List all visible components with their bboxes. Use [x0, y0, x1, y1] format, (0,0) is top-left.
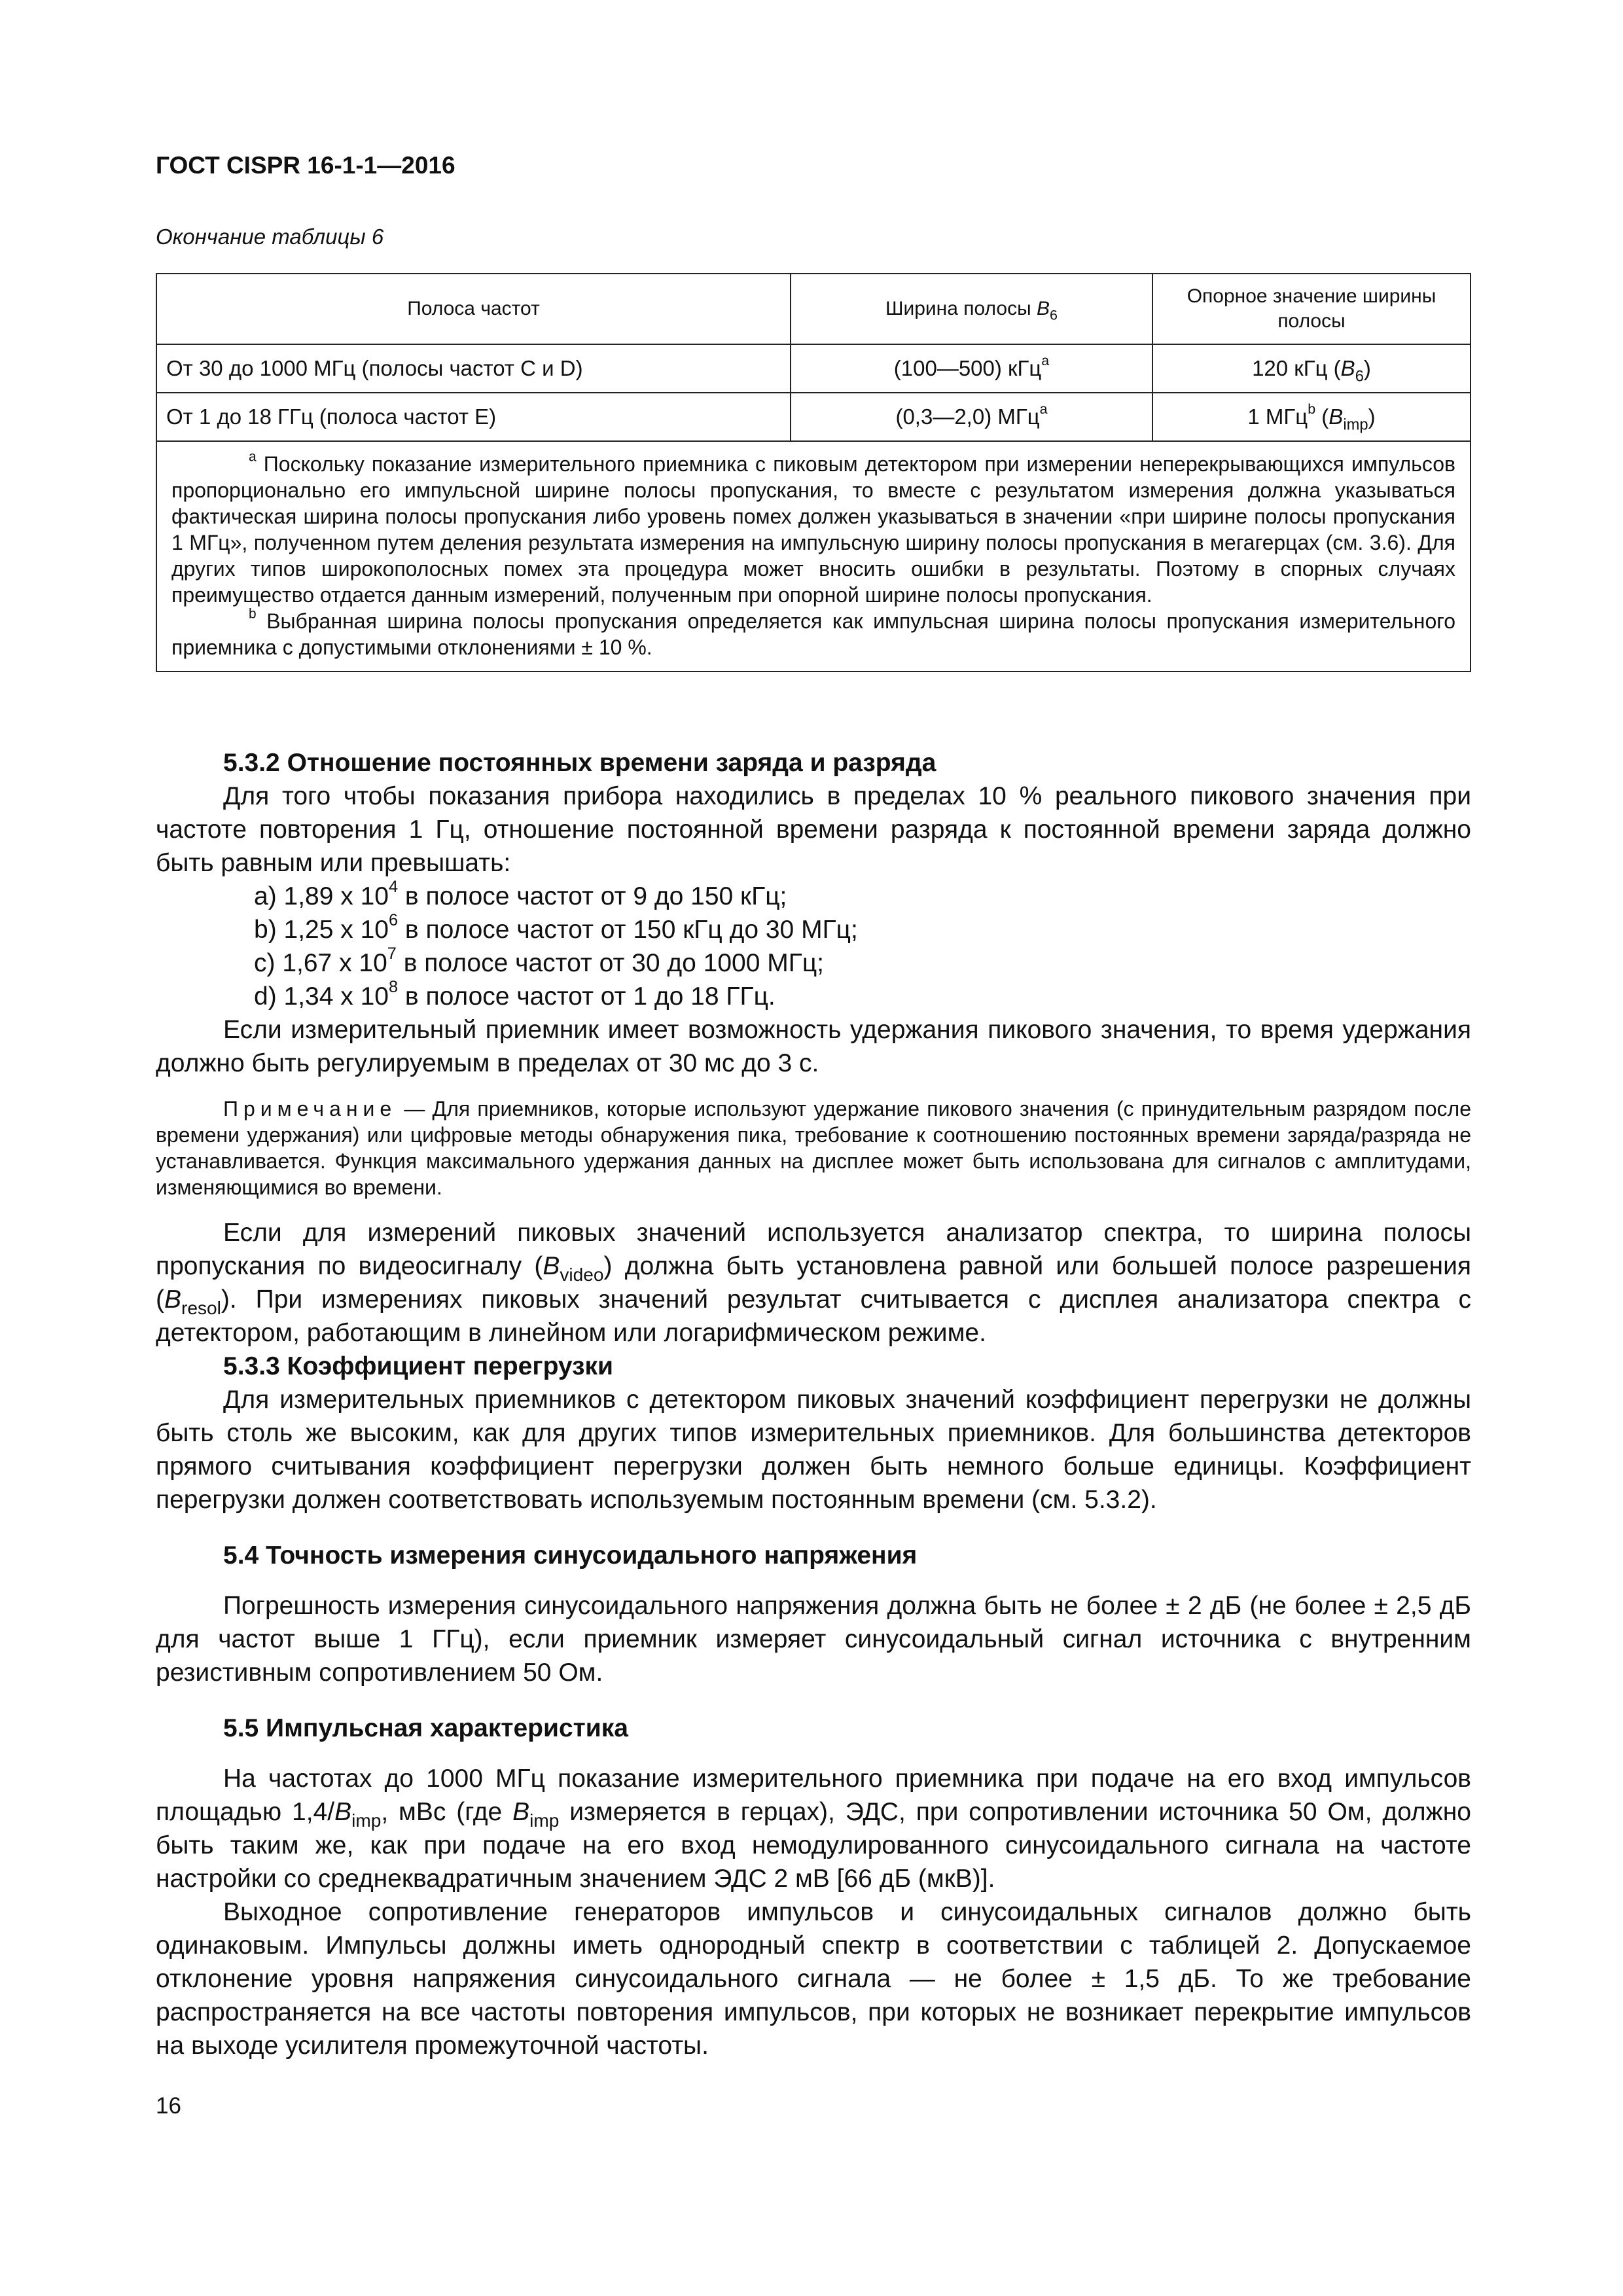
note: Примечание — Для приемников, которые используют удержание пикового значения (с принудительным разрядом после времени удержания) или цифровые методы обнаружения пика, требование к соотношению постоянных времени заряда/разряда не устанавливается. Функция максимального удержания данных на дисплее может быть использована для сигналов с амплитудами, изменяющимися во времени.	[156, 1097, 1471, 1199]
footnote-b: $^b$ Выбранная ширина полосы пропускания определяется как импульсная ширина полосы пропускания измерительного приемника с допустимыми отклонениями ± 10 %.	[171, 606, 1455, 659]
cell-reference: 120 кГц $(B_6)$	[1152, 344, 1471, 393]
paragraph: Выходное сопротивление генераторов импульсов и синусоидальных сигналов должно быть одинаковым. Импульсы должны иметь однородный спектр в соответствии с таблицей 2. Допускаемое отклонение уровня напряжения синусоидального сигнала — не более ± 1,5 дБ. То же требование распространяется на все частоты повторения импульсов, при которых не возникает перекрытие импульсов на выходе усилителя промежуточной частоты.	[156, 1898, 1471, 2060]
body-text	[156, 746, 1471, 2062]
paragraph: Для измерительных приемников с детектором пиковых значений коэффициент перегрузки не должны быть столь же высоким, как для других типов измерительных приемников. Для большинства детекторов прямого считывания коэффициент перегрузки должен быть немного больше единицы. Коэффициент перегрузки должен соответствовать используемым постоянным времени (см. 5.3.2).	[156, 1386, 1471, 1514]
footnote-a: $^a$ Поскольку показание измерительного приемника с пиковым детектором при измерении неперекрывающихся импульсов пропорционально его импульсной ширине полосы пропускания, то вместе с результатом измерения должна указываться фактическая ширина полосы пропускания либо уровень помех должен указываться в значении «при ширине полосы пропускания 1 МГц», полученном путем деления результата измерения на импульсную ширину полосы пропускания в мегагерцах (см. 3.6). Для других типов широкополосных помех эта процедура может вносить ошибки в результаты. Поэтому в спорных случаях преимущество отдается данным измерений, полученным при опорной ширине полосы пропускания.	[171, 449, 1455, 607]
header-width: Ширина полосы $B_6$	[791, 274, 1152, 344]
cell-width: (100—500) кГц$^a$	[791, 344, 1152, 393]
section-5-4-title: 5.4 Точность измерения синусоидального напряжения	[223, 1541, 918, 1570]
section-5-3-3-title: 5.3.3 Коэффициент перегрузки	[223, 1352, 613, 1380]
table-row	[156, 393, 1471, 441]
cell-band: От 1 до 18 ГГц (полоса частот Е)	[156, 393, 791, 441]
section-5-5-title: 5.5 Импульсная характеристика	[223, 1714, 628, 1742]
list-item: b) 1,25 x $10^6$ в полосе частот от 150 кГц до 30 МГц;	[254, 911, 858, 944]
paragraph: Для того чтобы показания прибора находились в пределах 10 % реального пикового значения при частоте повторения 1 Гц, отношение постоянной времени разряда к постоянной времени заряда должно быть равным или превышать:	[156, 782, 1471, 877]
list-item: d) 1,34 x $10^8$ в полосе частот от 1 до 18 ГГц.	[254, 978, 776, 1011]
cell-band: От 30 до 1000 МГц (полосы частот С и D)	[156, 344, 791, 393]
header-band: Полоса частот	[156, 274, 791, 344]
table-row	[156, 344, 1471, 393]
list-item: a) 1,89 x $10^4$ в полосе частот от 9 до 150 кГц;	[254, 878, 787, 910]
document-header: ГОСТ CISPR 16-1-1—2016	[156, 152, 455, 179]
paragraph: Если для измерений пиковых значений используется анализатор спектра, то ширина полосы пропускания по видеосигналу $(B_{video})$ должна быть установлена равной или большей полосе разрешения $(B_{resol})$. При измерениях пиковых значений результат считывается с дисплея анализатора спектра с детектором, работающим в линейном или логарифмическом режиме.	[156, 1219, 1471, 1347]
paragraph: На частотах до 1000 МГц показание измерительного приемника при подаче на его вход импульсов площадью $1,4/B_{imp}$, мВс (где $B_{imp}$ измеряется в герцах), ЭДС, при сопротивлении источника 50 Ом, должно быть таким же, как при подаче на его вход немодулированного синусоидального сигнала на частоте настройки со среднеквадратичным значением ЭДС 2 мВ [66 дБ (мкВ)].	[156, 1765, 1471, 1893]
list-item: c) 1,67 x $10^7$ в полосе частот от 30 до 1000 МГц;	[254, 944, 825, 977]
paragraph: Если измерительный приемник имеет возможность удержания пикового значения, то время удержания должно быть регулируемым в пределах от 30 мс до 3 с.	[156, 1016, 1471, 1077]
section-5-3-2-title: 5.3.2 Отношение постоянных времени заряда и разряда	[223, 749, 936, 777]
note-label: Примечание	[223, 1097, 397, 1121]
table-footnotes-row	[156, 441, 1471, 672]
page-number: 16	[156, 2093, 181, 2119]
table-6	[156, 273, 1471, 672]
cell-reference: 1 МГц$^b$ $(B_{imp})$	[1152, 393, 1471, 441]
table-header-row	[156, 274, 1471, 344]
cell-width: (0,3—2,0) МГц$^a$	[791, 393, 1152, 441]
paragraph: Погрешность измерения синусоидального напряжения должна быть не более ± 2 дБ (не более ± 2,5 дБ для частот выше 1 ГГц), если приемник измеряет синусоидальный сигнал источника с внутренним резистивным сопротивлением 50 Ом.	[156, 1592, 1471, 1687]
header-reference: Опорное значение ширины полосы	[1152, 274, 1471, 344]
table-footnotes	[156, 441, 1471, 672]
table-caption: Окончание таблицы 6	[156, 224, 384, 249]
